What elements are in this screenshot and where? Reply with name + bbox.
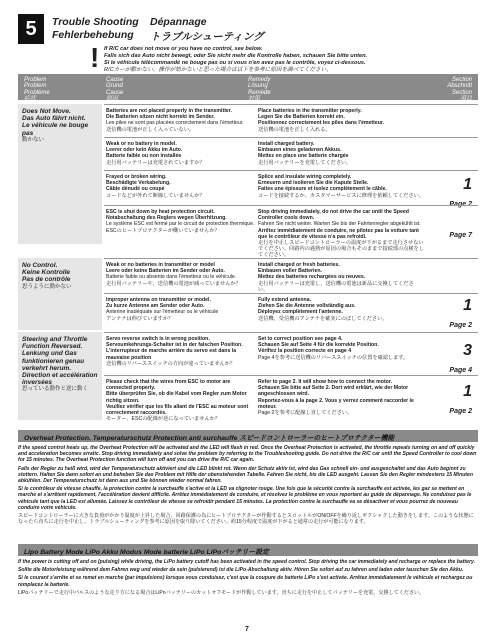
warning-de: Falls sich das Auto nicht bewegt, oder Sie nicht mehr die Kontrolle haben, schauen Sie bitte unten. (104, 53, 368, 59)
page-reference: 1 Page 2 (449, 383, 472, 415)
problem-label: No Control. Keine Kontrolle Pas de contrôle 思うように動かない (18, 258, 102, 330)
page-reference: 3 Page 4 (449, 342, 472, 374)
problem-label: Does Not Move. Das Auto fährt nicht. Le véhicule ne bouge pas 動かない (18, 104, 102, 244)
remedy-cell: Install charged battery. Einbauen eines geladenen Akkus. Mettez en place une batterie chargée 走行用バッテリーを充電してください。 (258, 141, 352, 166)
remedy-cell: Refer to page 2. It will show how to connect the motor. Schauen Sie bitte auf Seite 2. Dort wird erklärt, wie der Motor angeschlossen wird. Reportez-vous à la page 2. Vous y verrez comment raccorder le moteur. Page 2を参考に配線し直してください。 (258, 379, 414, 417)
table-row (104, 170, 478, 208)
cause-cell: Batteries are not placed properly in the transmitter. Die Batterien sitzen nicht korrekt im Sender. Les piles ne sont pas placées correctement dans l'émetteur. 送信機の電池が正しく入っていない。 (106, 108, 244, 133)
header-problem: Problem Problem Problème 症状 (24, 77, 50, 103)
remedy-cell: Splice and insulate wiring completely. Erneuern und isolieren Sie die Kapute Stelle. Faites une épissure et isolez complètement le câble. コードを接続するか、カスタマーサービスに修理を依頼してください。 (258, 174, 425, 199)
problem-group-reversed (18, 332, 478, 423)
cause-cell: Servo reverse switch is in wrong position. Servoumkehrungs-Schalter ist in der falschen Position. L'interrupteur de marche arrière du servo est dans la mauvaise position 送信機のリバーススイッチの方向が違っていませんか？ (106, 336, 243, 367)
warning-jp: R/Cカーが動かない、操作が効かないと思った場合は以下を参考に原因を調べてください。 (104, 67, 332, 73)
section-header (18, 14, 478, 48)
header-section: Section Abschnitt Section 項目 (447, 77, 472, 103)
table-row (104, 258, 478, 292)
remedy-cell: Install charged or fresh batteries. Einbauen voller Batterien. Mettez des batteries rechargées ou neuves. 走行用バッテリーは充電し、送信機の電池は新品に交換してください。 (258, 262, 414, 293)
lipo-heading: Lipo Battery Mode LiPo Akku Modus Mode batterie LiPo LiPoバッテリー設定 (18, 544, 478, 556)
remedy-cell: Set to correct position see page 4. Schauen Sie auf Seite 4 für die korrekte Position. Vérifiez la position correcte en page 4 Page 4を参考に送信機のリバーススイッチの位置を確認します。 (258, 336, 409, 361)
header-remedy: Remedy Lösung Remède 対策 (248, 77, 271, 103)
section-number: 5 (18, 14, 44, 44)
cause-cell: Please check that the wires from ESC to motor are connected properly. Bitte überprüfen Sie, ob die Kabel vom Regler zum Motor richtig sitzen. Veuillez vérifier que les fils allant de l'ESC au moteur sont correctement raccordés. モーター、ESCの配線が逆になっていませんか？ (106, 379, 249, 423)
overheat-heading: Overheat Protection. Temperaturschutz Protection anti surchauffe スピードコントローラーのヒートプロテクター機能 (18, 430, 478, 442)
table-row (104, 205, 478, 259)
page-reference: 1 Page 2 (449, 297, 472, 329)
table-row (104, 137, 478, 169)
cause-cell: Improper antenna on transmitter or model. Zu kurze Antenne am Sender oder Auto. Antenne inadéquate sur l'émetteur ou le véhicule アンテナは伸びていますか？ (106, 297, 219, 322)
problem-label: Steering and Throttle Function Reversed. Lenkung und Gas funktionieren genau verkehrt herum. Direction et accélération inversées 思っている動作と逆に動く (18, 332, 102, 420)
remedy-cell: Stop driving immediately, do not drive the car until the Speed Controller cools down. Fahren Sie nicht weiter. Warten Sie bis der Fahrtenregler abgekühlt ist. Arrêtez immédiatement de conduire, ne pilotez pas la voiture tant que le contrôleur de vitesse n'a pas refroidi. 走行を中止しスピードコントローラーの温度が下がるまで走行させないでください。回路内の過熱が原因の場合もそのままで接続部の点検をしてください。 (258, 209, 425, 259)
page-reference: Page 7 (449, 232, 472, 239)
problem-group-no-control (18, 258, 478, 330)
table-row (104, 104, 478, 136)
title-en: Trouble Shooting (52, 16, 139, 28)
warning-fr: Si le véhicule télécommandé ne bouge pas ou si vous n'en avez pas le contrôle, voyez ci-dessous. (104, 60, 366, 66)
table-header (18, 74, 478, 103)
exclamation-icon: ! (90, 42, 100, 73)
table-row (104, 293, 478, 329)
cause-cell: Frayed or broken wiring. Beschädigte Verkabelung. Câble dénudé ou coupé コードなどが外れて断線していませんか？ (106, 174, 205, 199)
title-fr: Dépannage (150, 16, 207, 28)
cause-cell: Weak or no battery in model. Leerer oder kein Akku im Auto. Batterie faible ou non installée 走行用バッテリーは充電されていますか？ (106, 141, 205, 166)
table-row (104, 375, 478, 421)
table-row (104, 332, 478, 374)
cause-cell: ESC is shut down by heat protection circuit. Notabschaltung des Reglers wegen Überhitzung. Le système ESC est fermé par le circuit de protection thermique. ESCのヒートプロテクターが働いていませんか？ (106, 209, 255, 234)
remedy-cell: Fully extend antenna. Ziehen Sie die Antenne vollständig aus. Déployez complètement l'antenne. 送信機、受信機のアンテナを確実にのばしてください。 (258, 297, 388, 322)
header-cause: Cause Grund Cause 原因 (106, 77, 124, 103)
remedy-cell: Place batteries in the transmitter properly. Legen Sie die Batterien korrekt ein. Positionnez correctement les piles dans l'émetteur. 送信機の電池を正しく入れる。 (258, 108, 385, 133)
problem-group-does-not-move (18, 104, 478, 259)
cause-cell: Weak or no batteries in transmitter or model Leere oder keine Batterien im Sender oder Auto. Batterie faible ou absente dans l'émetteur ou le véhicule. 走行用バッテリーや、送信機の電池が減っていませんか？ (106, 262, 241, 287)
warning-notice (90, 44, 470, 78)
title-de: Fehlerbehebung (52, 29, 134, 41)
title-jp: トラブルシューティング (150, 31, 264, 43)
lipo-text: If the power is cutting off and on (pulsing) while driving, the LiPo battery cutoff has been activated in the speed control. Stop driving the car immediately and recharge or replace the battery. Sollte die Motorleistung während dem Fahren weg und wieder da sein (pulsierend) ist die LiPo-Abschaltung aktiv. Hören Sie sofort auf zu fahren und laden oder tauschen Sie den Akku. Si le courant s'arrête et se remet en marche (par impulsions) lorsque vous conduisez, c'est que la coupure de batterie LiPo s'est activée. Arrêtez immédiatement le véhicule et rechargez ou remplacez la batterie. LiPoバッテリーで走行中パルスのような走り方になる場合はLiPoバッテリーのカットオフモードが作動しています。直ちに走行を中止してバッテリーを充電、交換してください。 (18, 559, 476, 596)
overheat-text: If the speed control heats up, the Overheat Protection will be activated and the LED will flash in red. Once the Overheat Protection is activated, the throttle repeats turning on and off quickly and acceleration becomes erratic. Stop driving immediately and solve the problem by referring to the Troubleshooting guide. Do not drive the R/C car until the Speed Controller to cool down for 15 minutes. The Overheat Protection function will turn off and you can drive the R/C car again. Falls der Regler zu heiß wird, wird der Temperaturschutz aktiviert und die LED blinkt rot. Wenn der Schutz aktiv ist, wird das Gas schnell ein- und ausgeschaltet und das Auto beginnt zu stottern. Halten Sie dann sofort an und beheben Sie das Problem mit Hilfe der obenstehenden Tabelle. Fahren Sie nicht, bis die LED ausgeht. Lassen Sie den Regler mindestens 15 Minuten abkühlen. Der Temperaturschutz ist dann aus und Sie können wieder normal fahren. Si le contrôleur de vitesse chauffe, la protection contre la surchauffe s'active et la LED va clignoter rouge. Une fois que la sécurité contre la surchauffe est activée, les gaz se mettent en marche et s'arrêtent rapidement, l'accélération devient difficile. Arrêtez immédiatement de conduire, et résolvez le problème en vous reportant au guide de dépannage. Ne conduisez pas le véhicule tant que la LED est allumée. Laissez le contrôleur de vitesse se refroidir pendant 15 minutes. La protection contre la surchauffe va se désactiver et vous pourrez de nouveau conduire votre véhicule. スピードコントローラーに大きな負荷がかかり温度が上昇した場合、回路保護の為にヒートプロテクターが作動するとスロットルがON/OFFを繰り返しギクシャクした動きをします。このような状態になったら直ちに走行を中止し、トラブルシューティングを参考に原因を取り除いてください。約15分程度で温度が下がると通常の走行が可能になります。 (18, 445, 477, 526)
page-reference: 1 Page 2 (449, 176, 472, 208)
page-number: 7 (245, 626, 249, 633)
warning-en: If R/C car does not move or you have no control, see below. (104, 46, 263, 52)
